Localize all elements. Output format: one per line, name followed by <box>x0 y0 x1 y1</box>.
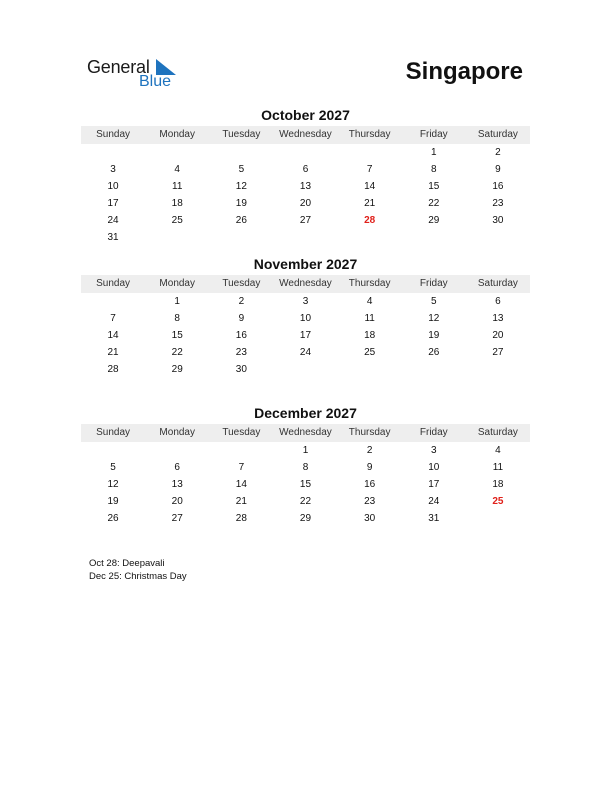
country-title: Singapore <box>405 58 523 85</box>
day-cell: 22 <box>171 347 183 358</box>
day-cell: 22 <box>299 496 312 507</box>
logo-blue-text: Blue <box>139 73 172 90</box>
weekday-label: Monday <box>159 427 195 438</box>
day-cell: 11 <box>364 313 375 324</box>
weekday-header-row <box>81 275 530 293</box>
day-cell: 29 <box>171 364 183 375</box>
day-cell: 27 <box>299 215 312 226</box>
day-cell: 15 <box>171 330 183 341</box>
weekday-label: Wednesday <box>279 427 332 438</box>
day-cell: 29 <box>299 513 312 524</box>
day-cell: 31 <box>107 232 119 243</box>
weekday-label: Saturday <box>477 129 518 140</box>
day-cell: 7 <box>238 462 245 473</box>
day-cell: 15 <box>299 479 312 490</box>
weekday-label: Friday <box>419 427 448 438</box>
day-cell: 25 <box>364 347 376 358</box>
day-cell: 15 <box>428 181 440 192</box>
day-cell: 12 <box>428 313 440 324</box>
day-cell: 14 <box>107 330 119 341</box>
weekday-label: Monday <box>159 278 195 289</box>
day-cell: 12 <box>235 181 247 192</box>
day-cell: 29 <box>428 215 440 226</box>
day-cell: 14 <box>235 479 247 490</box>
day-cell: 28 <box>235 513 247 524</box>
day-cell: 19 <box>428 330 440 341</box>
day-cell: 26 <box>107 513 119 524</box>
weekday-label: Saturday <box>477 278 518 289</box>
day-cell <box>145 229 209 246</box>
weekday-label: Tuesday <box>222 427 261 438</box>
holiday-notes <box>89 557 187 583</box>
day-cell: 7 <box>366 164 373 175</box>
week-row <box>81 161 530 178</box>
day-cell: 8 <box>302 462 309 473</box>
week-row <box>81 195 530 212</box>
day-cell: 27 <box>171 513 183 524</box>
week-row <box>81 212 530 229</box>
day-cell: 30 <box>235 364 247 375</box>
month-calendar <box>81 256 530 378</box>
logo-general-text: General <box>87 57 150 77</box>
weekday-label: Thursday <box>348 129 391 140</box>
day-cell: 23 <box>235 347 247 358</box>
day-cell <box>466 361 530 378</box>
day-cell: 18 <box>171 198 183 209</box>
day-cell: 11 <box>172 181 183 192</box>
day-cell: 14 <box>364 181 376 192</box>
day-cell <box>273 144 337 161</box>
day-cell: 18 <box>492 479 504 490</box>
day-cell <box>402 229 466 246</box>
day-cell: 20 <box>492 330 504 341</box>
day-cell <box>145 442 209 459</box>
week-row <box>81 476 530 493</box>
day-cell: 10 <box>107 181 119 192</box>
generalblue-logo <box>87 57 187 93</box>
month-calendar <box>81 405 530 527</box>
day-cell: 1 <box>174 296 180 307</box>
day-cell: 9 <box>366 462 373 473</box>
day-cell <box>466 510 530 527</box>
day-cell: 10 <box>299 313 312 324</box>
day-cell: 20 <box>299 198 312 209</box>
day-cell: 16 <box>492 181 504 192</box>
week-row <box>81 361 530 378</box>
weekday-label: Friday <box>419 278 448 289</box>
day-cell: 3 <box>302 296 309 307</box>
day-cell: 9 <box>495 164 501 175</box>
day-cell: 12 <box>107 479 119 490</box>
week-row <box>81 293 530 310</box>
day-cell: 5 <box>110 462 116 473</box>
day-cell: 5 <box>430 296 437 307</box>
day-cell <box>145 144 209 161</box>
day-cell: 24 <box>107 215 119 226</box>
day-cell: 21 <box>235 496 247 507</box>
day-cell: 13 <box>299 181 312 192</box>
weekday-label: Thursday <box>348 427 391 438</box>
day-cell: 17 <box>107 198 119 209</box>
day-cell: 16 <box>235 330 247 341</box>
day-cell <box>81 144 145 161</box>
day-cell: 19 <box>235 198 247 209</box>
day-cell: 30 <box>492 215 504 226</box>
weekday-label: Sunday <box>96 278 131 289</box>
day-cell: 24 <box>299 347 312 358</box>
week-row <box>81 144 530 161</box>
weekday-label: Monday <box>159 129 195 140</box>
weekday-header-row <box>81 126 530 144</box>
week-row <box>81 510 530 527</box>
day-cell <box>338 144 402 161</box>
day-cell: 2 <box>495 147 501 158</box>
week-row <box>81 310 530 327</box>
day-cell: 9 <box>238 313 245 324</box>
day-cell: 25 <box>171 215 183 226</box>
day-cell: 17 <box>299 330 312 341</box>
month-calendar <box>81 107 530 246</box>
day-cell: 6 <box>174 462 180 473</box>
day-cell: 21 <box>107 347 119 358</box>
day-cell: 30 <box>364 513 376 524</box>
weekday-label: Sunday <box>96 427 131 438</box>
week-row <box>81 442 530 459</box>
day-cell: 17 <box>428 479 440 490</box>
day-cell: 13 <box>492 313 504 324</box>
month-title: October 2027 <box>261 107 350 123</box>
day-cell: 21 <box>364 198 376 209</box>
day-cell: 27 <box>492 347 504 358</box>
weekday-label: Wednesday <box>279 278 332 289</box>
holiday-day-cell: 28 <box>364 215 376 226</box>
day-cell <box>273 361 337 378</box>
day-cell: 18 <box>364 330 376 341</box>
day-cell: 6 <box>302 164 309 175</box>
day-cell: 22 <box>428 198 440 209</box>
day-cell: 7 <box>110 313 116 324</box>
day-cell: 1 <box>430 147 437 158</box>
day-cell: 4 <box>366 296 373 307</box>
day-cell: 11 <box>492 462 504 473</box>
day-cell: 24 <box>428 496 440 507</box>
day-cell <box>466 229 530 246</box>
day-cell: 5 <box>238 164 245 175</box>
day-cell <box>81 293 145 310</box>
month-title: December 2027 <box>254 405 357 421</box>
holiday-day-cell: 25 <box>492 496 504 507</box>
day-cell <box>209 144 273 161</box>
weekday-header-row <box>81 424 530 442</box>
day-cell: 3 <box>110 164 116 175</box>
weekday-label: Friday <box>419 129 448 140</box>
weekday-label: Saturday <box>477 427 518 438</box>
week-row <box>81 493 530 510</box>
day-cell: 6 <box>495 296 501 307</box>
week-row <box>81 344 530 361</box>
day-cell: 23 <box>364 496 376 507</box>
day-cell: 3 <box>430 445 437 456</box>
day-cell: 2 <box>238 296 245 307</box>
day-cell <box>209 229 273 246</box>
day-cell <box>273 229 337 246</box>
day-cell: 26 <box>428 347 440 358</box>
day-cell: 19 <box>107 496 119 507</box>
holiday-note: Oct 28: Deepavali <box>89 558 165 569</box>
day-cell: 13 <box>171 479 183 490</box>
day-cell: 20 <box>171 496 183 507</box>
day-cell: 31 <box>428 513 440 524</box>
week-row <box>81 327 530 344</box>
day-cell <box>209 442 273 459</box>
day-cell: 4 <box>174 164 180 175</box>
weekday-label: Tuesday <box>222 278 261 289</box>
day-cell: 16 <box>364 479 376 490</box>
day-cell: 23 <box>492 198 504 209</box>
weekday-label: Tuesday <box>222 129 261 140</box>
week-row <box>81 178 530 195</box>
week-row <box>81 229 530 246</box>
month-title: November 2027 <box>253 256 358 272</box>
day-cell <box>81 442 145 459</box>
day-cell: 4 <box>495 445 501 456</box>
weekday-label: Wednesday <box>279 129 332 140</box>
weekday-label: Thursday <box>348 278 391 289</box>
day-cell: 1 <box>302 445 309 456</box>
day-cell: 28 <box>107 364 119 375</box>
day-cell: 8 <box>174 313 180 324</box>
day-cell <box>338 361 402 378</box>
day-cell <box>338 229 402 246</box>
week-row <box>81 459 530 476</box>
day-cell: 10 <box>428 462 440 473</box>
day-cell: 8 <box>430 164 437 175</box>
day-cell: 26 <box>235 215 247 226</box>
day-cell: 2 <box>366 445 373 456</box>
weekday-label: Sunday <box>96 129 131 140</box>
day-cell <box>402 361 466 378</box>
holiday-note: Dec 25: Christmas Day <box>89 571 187 582</box>
